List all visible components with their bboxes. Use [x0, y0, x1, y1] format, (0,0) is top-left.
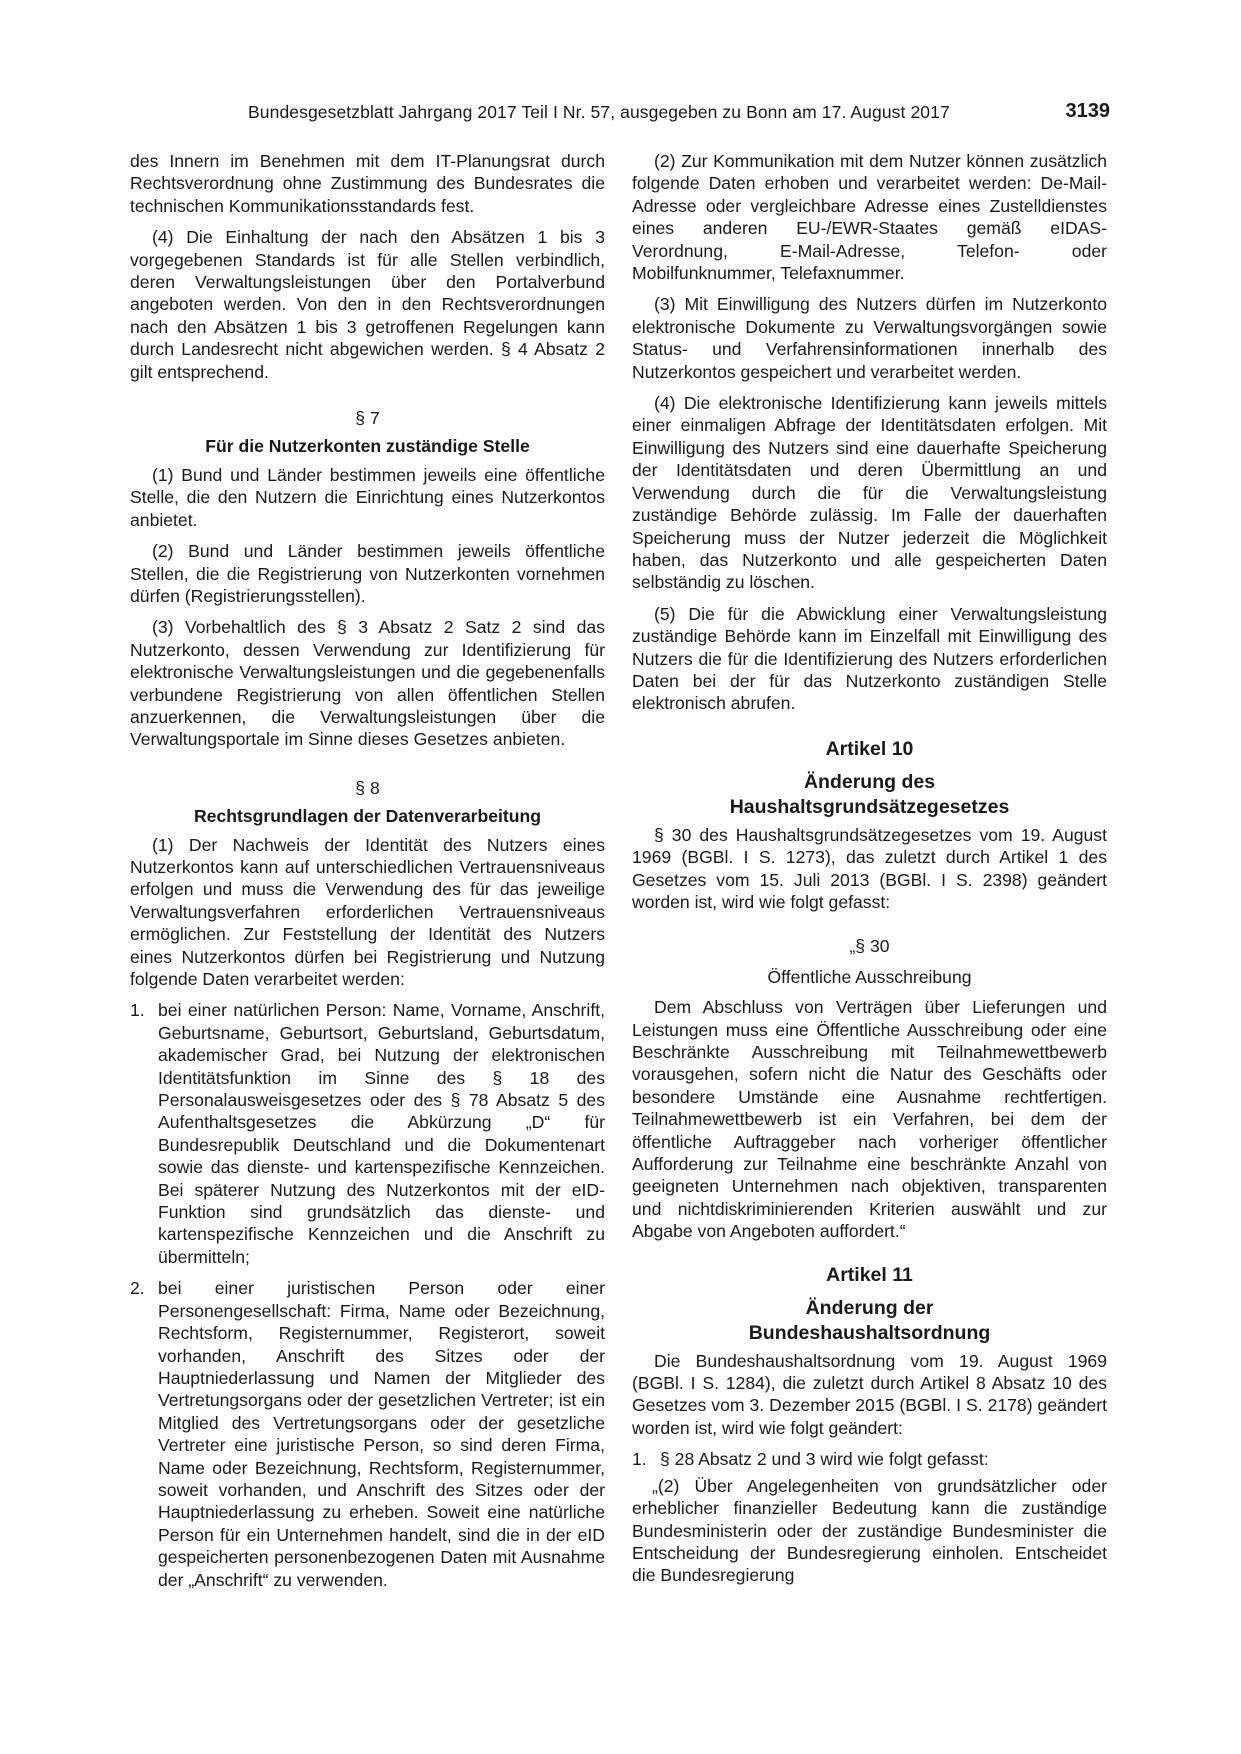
left-column	[130, 150, 605, 1600]
paragraph: (1) Bund und Länder bestimmen jeweils eine öffentliche Stelle, die den Nutzern die Einrichtung eines Nutzerkontos anbietet.	[130, 464, 605, 530]
section-number: § 8	[355, 777, 380, 798]
page-header	[130, 100, 1110, 128]
list-item: 1. § 28 Absatz 2 und 3 wird wie folgt gefasst:	[632, 1449, 989, 1470]
article-title: Änderung der	[805, 1296, 934, 1319]
paragraph: (4) Die elektronische Identifizierung kann jeweils mittels einer einmaligen Abfrage der Identitätsdaten erfolgen. Mit Einwilligung des Nutzers sind eine dauerhafte Speicherung der Identitätsdaten und deren Übermittlung an und Verwendung durch die für die Verwaltungsleistung zuständige Behörde zulässig. Im Falle der dauerhaften Speicherung muss der Nutzer jederzeit die Möglichkeit haben, das Nutzerkonto und alle gespeicherten Daten selbständig zu löschen.	[632, 393, 1107, 593]
list-item: 2. bei einer juristischen Person oder einer Personengesellschaft: Firma, Name oder Bezeichnung, Rechtsform, Registernummer, Registerort, soweit vorhanden, Anschrift des Sitzes oder der Hauptniederlassung und Namen der Mitglieder des Vertretungsorgans oder der gesetzlichen Vertreter; ist ein Mitglied des Vertretungsorgans oder der gesetzliche Vertreter eine juristische Person, so sind deren Firma, Name oder Bezeichnung, Rechtsform, Registernummer, soweit vorhanden, und Anschrift des Sitzes oder der Hauptniederlassung zu erheben. Soweit eine natürliche Person für ein Unternehmen handelt, sind die in der eID gespeicherten personenbezogenen Daten mit Ausnahme der „Anschrift“ zu verwenden.	[130, 1278, 605, 1590]
running-title: Bundesgesetzblatt Jahrgang 2017 Teil I Nr. 57, ausgegeben zu Bonn am 17. August 2017	[248, 102, 950, 122]
paragraph: (3) Vorbehaltlich des § 3 Absatz 2 Satz 2 sind das Nutzerkonto, dessen Verwendung zur Identifizierung für elektronische Verwaltungsleistungen und die gegebenenfalls verbundene Registrierung von allen öffentlichen Stellen anzuerkennen, die Verwaltungsleistungen über die Verwaltungsportale im Sinne dieses Gesetzes anbieten.	[130, 617, 605, 750]
quoted-paragraph: „(2) Über Angelegenheiten von grundsätzlicher oder erheblicher finanzieller Bedeutung kann die zuständige Bundesministerin oder der zuständige Bundesminister die Entscheidung der Bundesregierung einholen. Entscheidet die Bundesregierung	[632, 1475, 1107, 1586]
paragraph: Die Bundeshaushaltsordnung vom 19. August 1969 (BGBl. I S. 1284), die zuletzt durch Artikel 8 Absatz 10 des Gesetzes vom 3. Dezember 2015 (BGBl. I S. 2178) geändert worden ist, wird wie folgt geändert:	[632, 1350, 1107, 1438]
page-number: 3139	[1065, 100, 1110, 122]
section-number: § 7	[355, 408, 380, 429]
article-number: Artikel 10	[825, 737, 914, 760]
enumerated-list	[130, 999, 605, 1591]
section-number: „§ 30	[849, 936, 890, 957]
article-title: Bundeshaushaltsordnung	[748, 1321, 991, 1344]
paragraph: § 30 des Haushaltsgrundsätzegesetzes vom 19. August 1969 (BGBl. I S. 1273), das zuletzt durch Artikel 1 des Gesetzes vom 15. Juli 2013 (BGBl. I S. 2398) geändert worden ist, wird wie folgt gefasst:	[632, 824, 1107, 912]
section-title: Für die Nutzerkonten zuständige Stelle	[205, 436, 530, 457]
paragraph: Dem Abschluss von Verträgen über Lieferungen und Leistungen muss eine Öffentliche Ausschreibung oder eine Beschränkte Ausschreibung mit Teilnahmewettbewerb vorausgehen, sofern nicht die Natur des Geschäfts oder besondere Umstände eine Ausnahme rechtfertigen. Teilnahmewettbewerb ist ein Verfahren, bei dem der öffentliche Auftraggeber nach vorheriger öffentlicher Aufforderung zur Teilnahme eine beschränkte Anzahl von geeigneten Unternehmen nach objektiven, transparenten und nichtdiskriminierenden Kriterien auswählt und zur Abgabe von Angeboten auffordert.“	[632, 997, 1107, 1242]
paragraph: (1) Der Nachweis der Identität des Nutzers eines Nutzerkontos kann auf unterschiedlichen Vertrauensniveaus erfolgen und muss die Verwendung des für das jeweilige Verwaltungsverfahren erforderlichen Vertrauensniveaus ermöglichen. Zur Feststellung der Identität des Nutzers eines Nutzerkontos dürfen bei Registrierung und Nutzung folgende Daten verarbeitet werden:	[130, 834, 605, 989]
paragraph: (4) Die Einhaltung der nach den Absätzen 1 bis 3 vorgegebenen Standards ist für alle Stellen verbindlich, deren Verwaltungsleistungen über den Portalverbund angeboten werden. Von den in den Rechtsverordnungen nach den Absätzen 1 bis 3 getroffenen Regelungen kann durch Landesrecht nicht abgewichen werden. § 4 Absatz 2 gilt entsprechend.	[130, 227, 605, 382]
article-title: Haushaltsgrundsätzegesetzes	[729, 795, 1010, 818]
paragraph: des Innern im Benehmen mit dem IT-Planungsrat durch Rechtsverordnung ohne Zustimmung des Bundesrates die technischen Kommunikationsstandards fest.	[130, 151, 605, 216]
section-title: Rechtsgrundlagen der Datenverarbeitung	[193, 806, 542, 827]
article-number: Artikel 11	[826, 1263, 913, 1286]
enumerated-list	[632, 1448, 1107, 1470]
paragraph: (2) Bund und Länder bestimmen jeweils öffentliche Stellen, die die Registrierung von Nutzerkonten vornehmen dürfen (Registrierungsstellen).	[130, 541, 605, 606]
paragraph: (5) Die für die Abwicklung einer Verwaltungsleistung zuständige Behörde kann im Einzelfall mit Einwilligung des Nutzers die für die Identifizierung des Nutzers erforderlichen Daten bei der für das Nutzerkonto zuständigen Stelle elektronisch abrufen.	[632, 603, 1107, 714]
list-item: 1. bei einer natürlichen Person: Name, Vorname, Anschrift, Geburtsname, Geburtsort, Geburtsland, Geburtsdatum, akademischer Grad, bei Nutzung der elektronischen Identitätsfunktion im Sinne des § 18 des Personalausweisgesetzes oder des § 78 Absatz 5 des Aufenthaltsgesetzes die Abkürzung „D“ für Bundesrepublik Deutschland und die Dokumentenart sowie das dienste- und kartenspezifische Kennzeichen. Bei späterer Nutzung des Nutzerkontos mit der eID-Funktion sind grundsätzlich das dienste- und kartenspezifische Kennzeichen und die Anschrift zu übermitteln;	[130, 1000, 605, 1267]
section-title: Öffentliche Ausschreibung	[767, 966, 972, 987]
article-title: Änderung des	[803, 770, 936, 793]
paragraph: (3) Mit Einwilligung des Nutzers dürfen im Nutzerkonto elektronische Dokumente zu Verwaltungsvorgängen sowie Status- und Verfahrensinformationen innerhalb des Nutzerkontos gespeichert und verarbeitet werden.	[632, 294, 1107, 382]
right-column	[632, 150, 1107, 1596]
paragraph: (2) Zur Kommunikation mit dem Nutzer können zusätzlich folgende Daten erhoben und verarbeitet werden: De-Mail-Adresse oder vergleichbare Adresse eines Zustelldienstes eines anderen EU-/EWR-Staates gemäß eIDAS-Verordnung, E-Mail-Adresse, Telefon- oder Mobilfunknummer, Telefaxnummer.	[632, 151, 1107, 284]
